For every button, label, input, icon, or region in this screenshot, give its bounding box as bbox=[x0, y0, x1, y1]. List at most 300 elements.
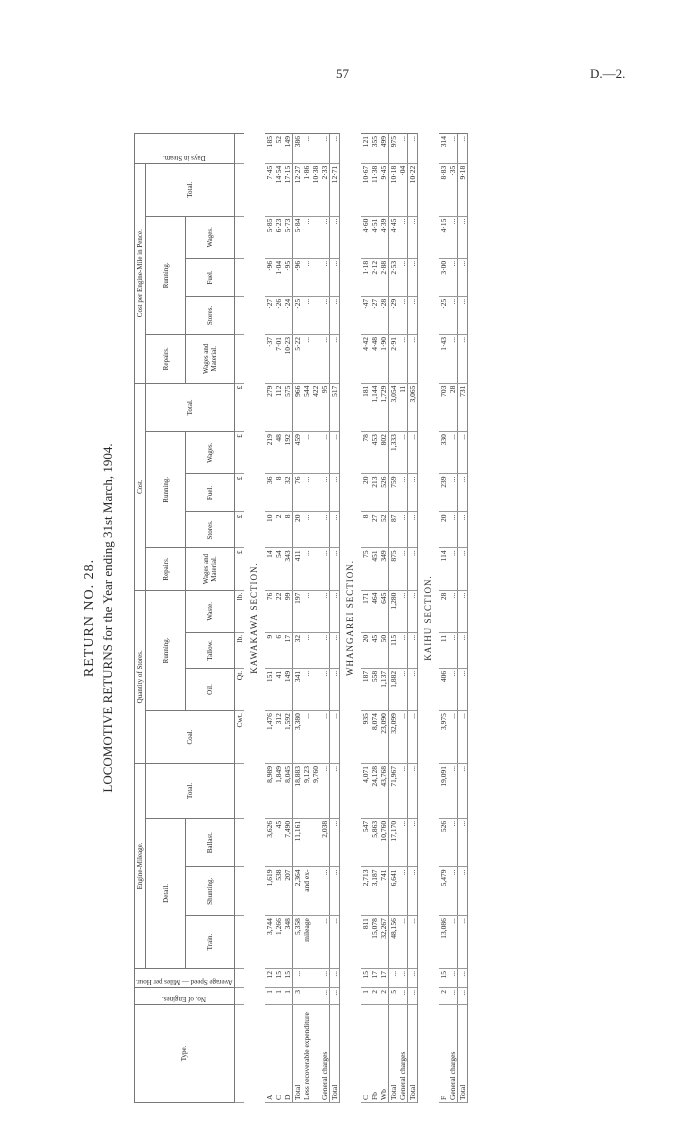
table-cell: 2 bbox=[439, 987, 448, 1004]
table-cell bbox=[311, 987, 320, 1004]
table-cell: ... bbox=[407, 916, 417, 969]
table-cell: 9,123 bbox=[302, 763, 311, 818]
table-cell: 1·18 bbox=[361, 258, 370, 296]
header-shunting: Shunting. bbox=[186, 867, 234, 916]
table-cell: 15 bbox=[439, 968, 448, 987]
table-cell: ... bbox=[457, 668, 467, 710]
table-cell: 75 bbox=[361, 548, 370, 590]
table-cell: 5·22 bbox=[292, 334, 302, 383]
header-engines: No. of Engines. bbox=[135, 987, 235, 1004]
table-cell: 54 bbox=[274, 548, 283, 590]
table-cell: 239 bbox=[439, 474, 448, 512]
table-cell: 45 bbox=[370, 632, 379, 668]
table-cell: 3,626 bbox=[265, 818, 274, 867]
table-cell: ·37 bbox=[265, 334, 274, 383]
table-cell: ... bbox=[320, 296, 330, 334]
table-cell: 1 bbox=[265, 987, 274, 1004]
document-reference: D.—2. bbox=[590, 66, 626, 81]
cell-type bbox=[311, 1004, 320, 1102]
table-cell: ... bbox=[320, 474, 330, 512]
header-mileage-total: Total. bbox=[146, 763, 235, 818]
table-cell bbox=[311, 258, 320, 296]
table-cell bbox=[311, 668, 320, 710]
table-cell: ... bbox=[398, 968, 408, 987]
table-cell: ·96 bbox=[265, 258, 274, 296]
table-cell: ... bbox=[320, 512, 330, 548]
table-cell: 759 bbox=[388, 474, 398, 512]
table-cell: 45 bbox=[274, 818, 283, 867]
table-cell: 1·86 bbox=[302, 163, 311, 216]
table-cell: ... bbox=[398, 590, 408, 632]
table-cell: ... bbox=[448, 987, 458, 1004]
table-cell: 219 bbox=[265, 432, 274, 474]
table-cell: 17,170 bbox=[388, 818, 398, 867]
header-cpm-total: Total. bbox=[146, 163, 235, 216]
table-cell: ... bbox=[398, 916, 408, 969]
table-cell: ... bbox=[302, 296, 311, 334]
unit-cell bbox=[234, 134, 244, 164]
unit-cell: £ bbox=[234, 432, 244, 474]
table-cell: 171 bbox=[361, 590, 370, 632]
header-cost-wages: Wages. bbox=[186, 432, 234, 474]
table-cell: ·04 bbox=[398, 163, 408, 216]
table-cell: 187 bbox=[361, 668, 370, 710]
table-cell: 1,137 bbox=[379, 668, 389, 710]
table-cell bbox=[311, 590, 320, 632]
table-cell: 4,071 bbox=[361, 763, 370, 818]
table-cell: 28 bbox=[439, 590, 448, 632]
table-cell: ... bbox=[398, 216, 408, 258]
table-cell: 1,476 bbox=[265, 711, 274, 764]
table-cell: ... bbox=[329, 432, 339, 474]
table-cell: 312 bbox=[274, 711, 283, 764]
table-cell: 197 bbox=[292, 590, 302, 632]
table-cell: and ex- bbox=[302, 867, 311, 916]
section-heading-row bbox=[417, 134, 439, 1103]
table-cell: ... bbox=[448, 296, 458, 334]
table-cell: ·26 bbox=[274, 296, 283, 334]
table-cell: 36 bbox=[265, 474, 274, 512]
table-cell: ... bbox=[448, 867, 458, 916]
table-cell: 5,358 bbox=[292, 916, 302, 969]
table-cell: ... bbox=[398, 711, 408, 764]
table-cell: ... bbox=[448, 474, 458, 512]
table-cell: ... bbox=[398, 668, 408, 710]
table-cell: ... bbox=[320, 548, 330, 590]
table-cell: 213 bbox=[370, 474, 379, 512]
table-cell: ·25 bbox=[439, 296, 448, 334]
table-cell: ... bbox=[302, 512, 311, 548]
table-cell: 7·01 bbox=[274, 334, 283, 383]
return-title: RETURN NO. 28. bbox=[82, 558, 97, 678]
table-cell: ... bbox=[457, 512, 467, 548]
table-row bbox=[302, 134, 311, 1103]
table-cell: 2·53 bbox=[388, 258, 398, 296]
section-title: KAIHU SECTION. bbox=[422, 575, 433, 661]
table-cell: 14 bbox=[265, 548, 274, 590]
table-cell: 121 bbox=[361, 134, 370, 164]
header-ballast: Ballast. bbox=[186, 818, 234, 867]
table-cell bbox=[311, 216, 320, 258]
table-cell: ... bbox=[457, 590, 467, 632]
table-cell: 52 bbox=[379, 512, 389, 548]
header-cpm-wages: Wages. bbox=[186, 216, 234, 258]
table-cell: 95 bbox=[320, 383, 330, 432]
table-cell: 645 bbox=[379, 590, 389, 632]
table-cell: ... bbox=[320, 134, 330, 164]
table-cell: 1 bbox=[283, 987, 293, 1004]
header-speed: Average Speed — Miles per Hour. bbox=[135, 968, 235, 987]
table-cell: ... bbox=[320, 432, 330, 474]
table-cell: 9 bbox=[265, 632, 274, 668]
table-cell: 10·38 bbox=[311, 163, 320, 216]
table-cell: ... bbox=[292, 968, 302, 987]
table-cell: 6 bbox=[274, 632, 283, 668]
table-cell bbox=[311, 334, 320, 383]
table-cell: ... bbox=[407, 968, 417, 987]
table-cell: 2·88 bbox=[379, 258, 389, 296]
cell-type: General charges bbox=[398, 1004, 408, 1102]
unit-cell: lb. bbox=[234, 590, 244, 632]
table-cell: 3,380 bbox=[292, 711, 302, 764]
header-cost-per-mile: Cost per Engine-Mile in Pence. bbox=[135, 163, 146, 383]
table-cell: 11 bbox=[398, 383, 408, 432]
table-cell: 731 bbox=[457, 383, 467, 432]
table-cell: 464 bbox=[370, 590, 379, 632]
table-cell: 6,641 bbox=[388, 867, 398, 916]
table-row bbox=[448, 134, 458, 1103]
table-cell: 538 bbox=[274, 867, 283, 916]
table-cell: 8,045 bbox=[283, 763, 293, 818]
header-cpm-repairs: Repairs. bbox=[146, 334, 186, 383]
table-cell: 526 bbox=[439, 818, 448, 867]
table-cell: ... bbox=[407, 258, 417, 296]
unit-cell bbox=[234, 1004, 244, 1102]
table-cell: ... bbox=[448, 432, 458, 474]
page-number: 57 bbox=[336, 66, 349, 81]
table-cell: ·29 bbox=[388, 296, 398, 334]
table-cell: 2,364 bbox=[292, 867, 302, 916]
table-row bbox=[329, 134, 339, 1103]
table-cell: ... bbox=[302, 590, 311, 632]
header-cost-running: Running. bbox=[146, 432, 186, 548]
table-cell: 11·38 bbox=[370, 163, 379, 216]
unit-cell: £ bbox=[234, 548, 244, 590]
table-cell: 15 bbox=[274, 968, 283, 987]
table-cell: ... bbox=[398, 432, 408, 474]
table-cell: 10 bbox=[265, 512, 274, 548]
table-cell: ... bbox=[448, 763, 458, 818]
table-cell: 8 bbox=[361, 512, 370, 548]
table-cell: ... bbox=[398, 334, 408, 383]
table-cell: ... bbox=[457, 711, 467, 764]
return-subtitle: LOCOMOTIVE RETURNS for the Year ending 31st March, 1904. bbox=[100, 443, 115, 793]
table-cell: 32 bbox=[292, 632, 302, 668]
table-cell: ... bbox=[407, 134, 417, 164]
cell-type: Total bbox=[388, 1004, 398, 1102]
header-days-in-steam: Days in Steam. bbox=[135, 134, 235, 164]
table-cell: 20 bbox=[292, 512, 302, 548]
table-cell: 43,768 bbox=[379, 763, 389, 818]
table-cell: 3 bbox=[292, 987, 302, 1004]
table-cell: 2,713 bbox=[361, 867, 370, 916]
table-cell: ... bbox=[457, 216, 467, 258]
table-cell: 451 bbox=[370, 548, 379, 590]
table-cell: 4·39 bbox=[379, 216, 389, 258]
table-cell bbox=[311, 432, 320, 474]
table-cell: ... bbox=[457, 134, 467, 164]
table-cell: 1 bbox=[274, 987, 283, 1004]
table-cell: 3,187 bbox=[370, 867, 379, 916]
table-cell: 114 bbox=[439, 548, 448, 590]
unit-cell: lb. bbox=[234, 632, 244, 668]
table-cell: 20 bbox=[361, 474, 370, 512]
table-cell: ... bbox=[407, 216, 417, 258]
table-cell: 23,090 bbox=[379, 711, 389, 764]
cell-type: F bbox=[439, 1004, 448, 1102]
table-cell: 3,975 bbox=[439, 711, 448, 764]
table-cell: ... bbox=[407, 474, 417, 512]
table-cell: 71,967 bbox=[388, 763, 398, 818]
table-cell: ... bbox=[302, 216, 311, 258]
header-cost-repairs: Repairs. bbox=[146, 548, 186, 590]
table-cell: 76 bbox=[265, 590, 274, 632]
table-cell: ... bbox=[388, 968, 398, 987]
table-cell: 12·27 bbox=[292, 163, 302, 216]
table-cell: 459 bbox=[292, 432, 302, 474]
table-cell: 1·90 bbox=[379, 334, 389, 383]
table-cell: 12·71 bbox=[329, 163, 339, 216]
table-cell: 8 bbox=[274, 474, 283, 512]
table-cell: ... bbox=[302, 134, 311, 164]
table-cell: ... bbox=[398, 818, 408, 867]
table-cell bbox=[302, 987, 311, 1004]
table-cell: ... bbox=[398, 474, 408, 512]
table-cell: ·24 bbox=[283, 296, 293, 334]
table-cell: ... bbox=[320, 258, 330, 296]
table-cell: 2 bbox=[274, 512, 283, 548]
table-cell: 15 bbox=[283, 968, 293, 987]
table-row bbox=[320, 134, 330, 1103]
table-cell: 3,065 bbox=[407, 383, 417, 432]
table-cell: 12 bbox=[265, 968, 274, 987]
unit-cell bbox=[234, 763, 244, 818]
table-cell: 558 bbox=[370, 668, 379, 710]
header-waste: Waste. bbox=[186, 590, 234, 632]
table-cell: 1,144 bbox=[370, 383, 379, 432]
table-cell: 4·48 bbox=[370, 334, 379, 383]
table-cell: 27 bbox=[370, 512, 379, 548]
table-cell: 99 bbox=[283, 590, 293, 632]
table-cell: 935 bbox=[361, 711, 370, 764]
table-cell: 547 bbox=[361, 818, 370, 867]
table-cell: ... bbox=[448, 668, 458, 710]
table-cell: ... bbox=[448, 711, 458, 764]
header-tallow: Tallow. bbox=[186, 632, 234, 668]
table-cell: ... bbox=[320, 590, 330, 632]
table-cell: ... bbox=[302, 432, 311, 474]
table-cell: 4·42 bbox=[361, 334, 370, 383]
table-cell: 15,078 bbox=[370, 916, 379, 969]
table-cell: 15 bbox=[361, 968, 370, 987]
table-cell: 9·18 bbox=[457, 163, 467, 216]
table-cell: ... bbox=[329, 512, 339, 548]
header-stores-running: Running. bbox=[146, 590, 186, 710]
table-cell: ... bbox=[407, 987, 417, 1004]
table-row bbox=[265, 134, 274, 1103]
table-cell: 411 bbox=[292, 548, 302, 590]
table-cell: 802 bbox=[379, 432, 389, 474]
table-cell: 1·43 bbox=[439, 334, 448, 383]
table-cell: 181 bbox=[361, 383, 370, 432]
table-cell: ... bbox=[407, 334, 417, 383]
table-cell: 1 bbox=[361, 987, 370, 1004]
table-cell: 32,099 bbox=[388, 711, 398, 764]
header-detail: Detail. bbox=[146, 818, 186, 968]
table-cell: ... bbox=[457, 818, 467, 867]
table-cell: 185 bbox=[265, 134, 274, 164]
table-cell: 526 bbox=[379, 474, 389, 512]
table-cell: 17 bbox=[283, 632, 293, 668]
unit-cell: £ bbox=[234, 474, 244, 512]
table-cell bbox=[311, 296, 320, 334]
table-body bbox=[234, 134, 467, 1103]
table-cell: 1·04 bbox=[274, 258, 283, 296]
table-cell: 22 bbox=[274, 590, 283, 632]
table-cell: ... bbox=[457, 763, 467, 818]
table-cell: 10·22 bbox=[407, 163, 417, 216]
table-cell bbox=[302, 968, 311, 987]
table-cell: 11 bbox=[439, 632, 448, 668]
table-cell: ... bbox=[320, 711, 330, 764]
section-heading-row bbox=[244, 134, 265, 1103]
table-cell: ... bbox=[320, 916, 330, 969]
table-cell: 149 bbox=[283, 668, 293, 710]
table-cell: ... bbox=[398, 258, 408, 296]
table-cell bbox=[311, 818, 320, 867]
table-cell: 18,883 bbox=[292, 763, 302, 818]
table-cell bbox=[311, 916, 320, 969]
header-coal: Coal. bbox=[146, 711, 235, 764]
table-cell: 2 bbox=[379, 987, 389, 1004]
table-cell: 8 bbox=[283, 512, 293, 548]
table-cell: 875 bbox=[388, 548, 398, 590]
table-cell: ... bbox=[302, 632, 311, 668]
table-cell: 453 bbox=[370, 432, 379, 474]
table-cell: 115 bbox=[388, 632, 398, 668]
table-cell: ... bbox=[407, 668, 417, 710]
table-row bbox=[370, 134, 379, 1103]
cell-type: Total bbox=[407, 1004, 417, 1102]
table-cell: ... bbox=[398, 512, 408, 548]
table-cell: ... bbox=[302, 711, 311, 764]
table-cell: 1,882 bbox=[388, 668, 398, 710]
table-cell: 330 bbox=[439, 432, 448, 474]
table-cell: 17 bbox=[379, 968, 389, 987]
table-cell: 17 bbox=[370, 968, 379, 987]
unit-cell bbox=[234, 916, 244, 969]
section-title: KAWAKAWA SECTION. bbox=[248, 562, 259, 674]
table-cell: 7,490 bbox=[283, 818, 293, 867]
table-cell: ... bbox=[320, 334, 330, 383]
table-cell: ·35 bbox=[448, 163, 458, 216]
table-cell: ·47 bbox=[361, 296, 370, 334]
table-cell: 17·15 bbox=[283, 163, 293, 216]
table-cell: ... bbox=[320, 968, 330, 987]
table-cell: 1,333 bbox=[388, 432, 398, 474]
header-cpm-stores: Stores. bbox=[186, 296, 234, 334]
table-cell: ... bbox=[407, 632, 417, 668]
table-cell: 422 bbox=[311, 383, 320, 432]
unit-cell bbox=[234, 163, 244, 216]
table-row bbox=[361, 134, 370, 1103]
unit-cell bbox=[234, 258, 244, 296]
table-cell: 5·85 bbox=[265, 216, 274, 258]
table-cell: 10·18 bbox=[388, 163, 398, 216]
table-cell: ·25 bbox=[292, 296, 302, 334]
table-cell: ... bbox=[407, 548, 417, 590]
table-cell: ... bbox=[398, 987, 408, 1004]
section-title: WHANGAREI SECTION. bbox=[344, 560, 355, 676]
table-cell: 2·33 bbox=[320, 163, 330, 216]
table-cell: 5,863 bbox=[370, 818, 379, 867]
table-cell: 341 bbox=[292, 668, 302, 710]
table-cell: 10·23 bbox=[283, 334, 293, 383]
table-cell: ·28 bbox=[379, 296, 389, 334]
table-cell: 52 bbox=[274, 134, 283, 164]
table-cell: ... bbox=[407, 432, 417, 474]
table-cell: ... bbox=[407, 512, 417, 548]
cell-type: D bbox=[283, 1004, 293, 1102]
table-cell: ... bbox=[407, 590, 417, 632]
table-cell: ... bbox=[457, 432, 467, 474]
table-cell: ... bbox=[398, 296, 408, 334]
header-oil: Oil. bbox=[186, 668, 234, 710]
header-engine-mileage: Engine-Mileage. bbox=[135, 763, 146, 968]
header-quantity-stores: Quantity of Stores. bbox=[135, 590, 146, 763]
table-cell: ·95 bbox=[283, 258, 293, 296]
table-cell: ... bbox=[398, 867, 408, 916]
table-cell: 151 bbox=[265, 668, 274, 710]
table-cell: 4·15 bbox=[439, 216, 448, 258]
table-row bbox=[407, 134, 417, 1103]
cell-type: General charges bbox=[320, 1004, 330, 1102]
table-cell: ... bbox=[320, 632, 330, 668]
table-cell: ... bbox=[329, 968, 339, 987]
table-cell: ·27 bbox=[370, 296, 379, 334]
table-cell: 32 bbox=[283, 474, 293, 512]
table-cell: 112 bbox=[274, 383, 283, 432]
table-cell: 24,128 bbox=[370, 763, 379, 818]
table-cell: ... bbox=[457, 632, 467, 668]
table-row bbox=[311, 134, 320, 1103]
table-cell: 41 bbox=[274, 668, 283, 710]
table-cell: ... bbox=[448, 590, 458, 632]
table-cell: ... bbox=[457, 916, 467, 969]
table-cell: 314 bbox=[439, 134, 448, 164]
table-cell: 87 bbox=[388, 512, 398, 548]
table-cell: ... bbox=[329, 711, 339, 764]
table-cell: ... bbox=[320, 867, 330, 916]
table-cell: 279 bbox=[265, 383, 274, 432]
table-cell: 7·45 bbox=[265, 163, 274, 216]
table-cell: ... bbox=[448, 818, 458, 867]
table-cell: ... bbox=[407, 867, 417, 916]
table-cell: 8·83 bbox=[439, 163, 448, 216]
unit-cell bbox=[234, 296, 244, 334]
header-cost-wages-material: Wages and Material. bbox=[186, 548, 234, 590]
cell-type: Less recoverable expenditure bbox=[302, 1004, 311, 1102]
